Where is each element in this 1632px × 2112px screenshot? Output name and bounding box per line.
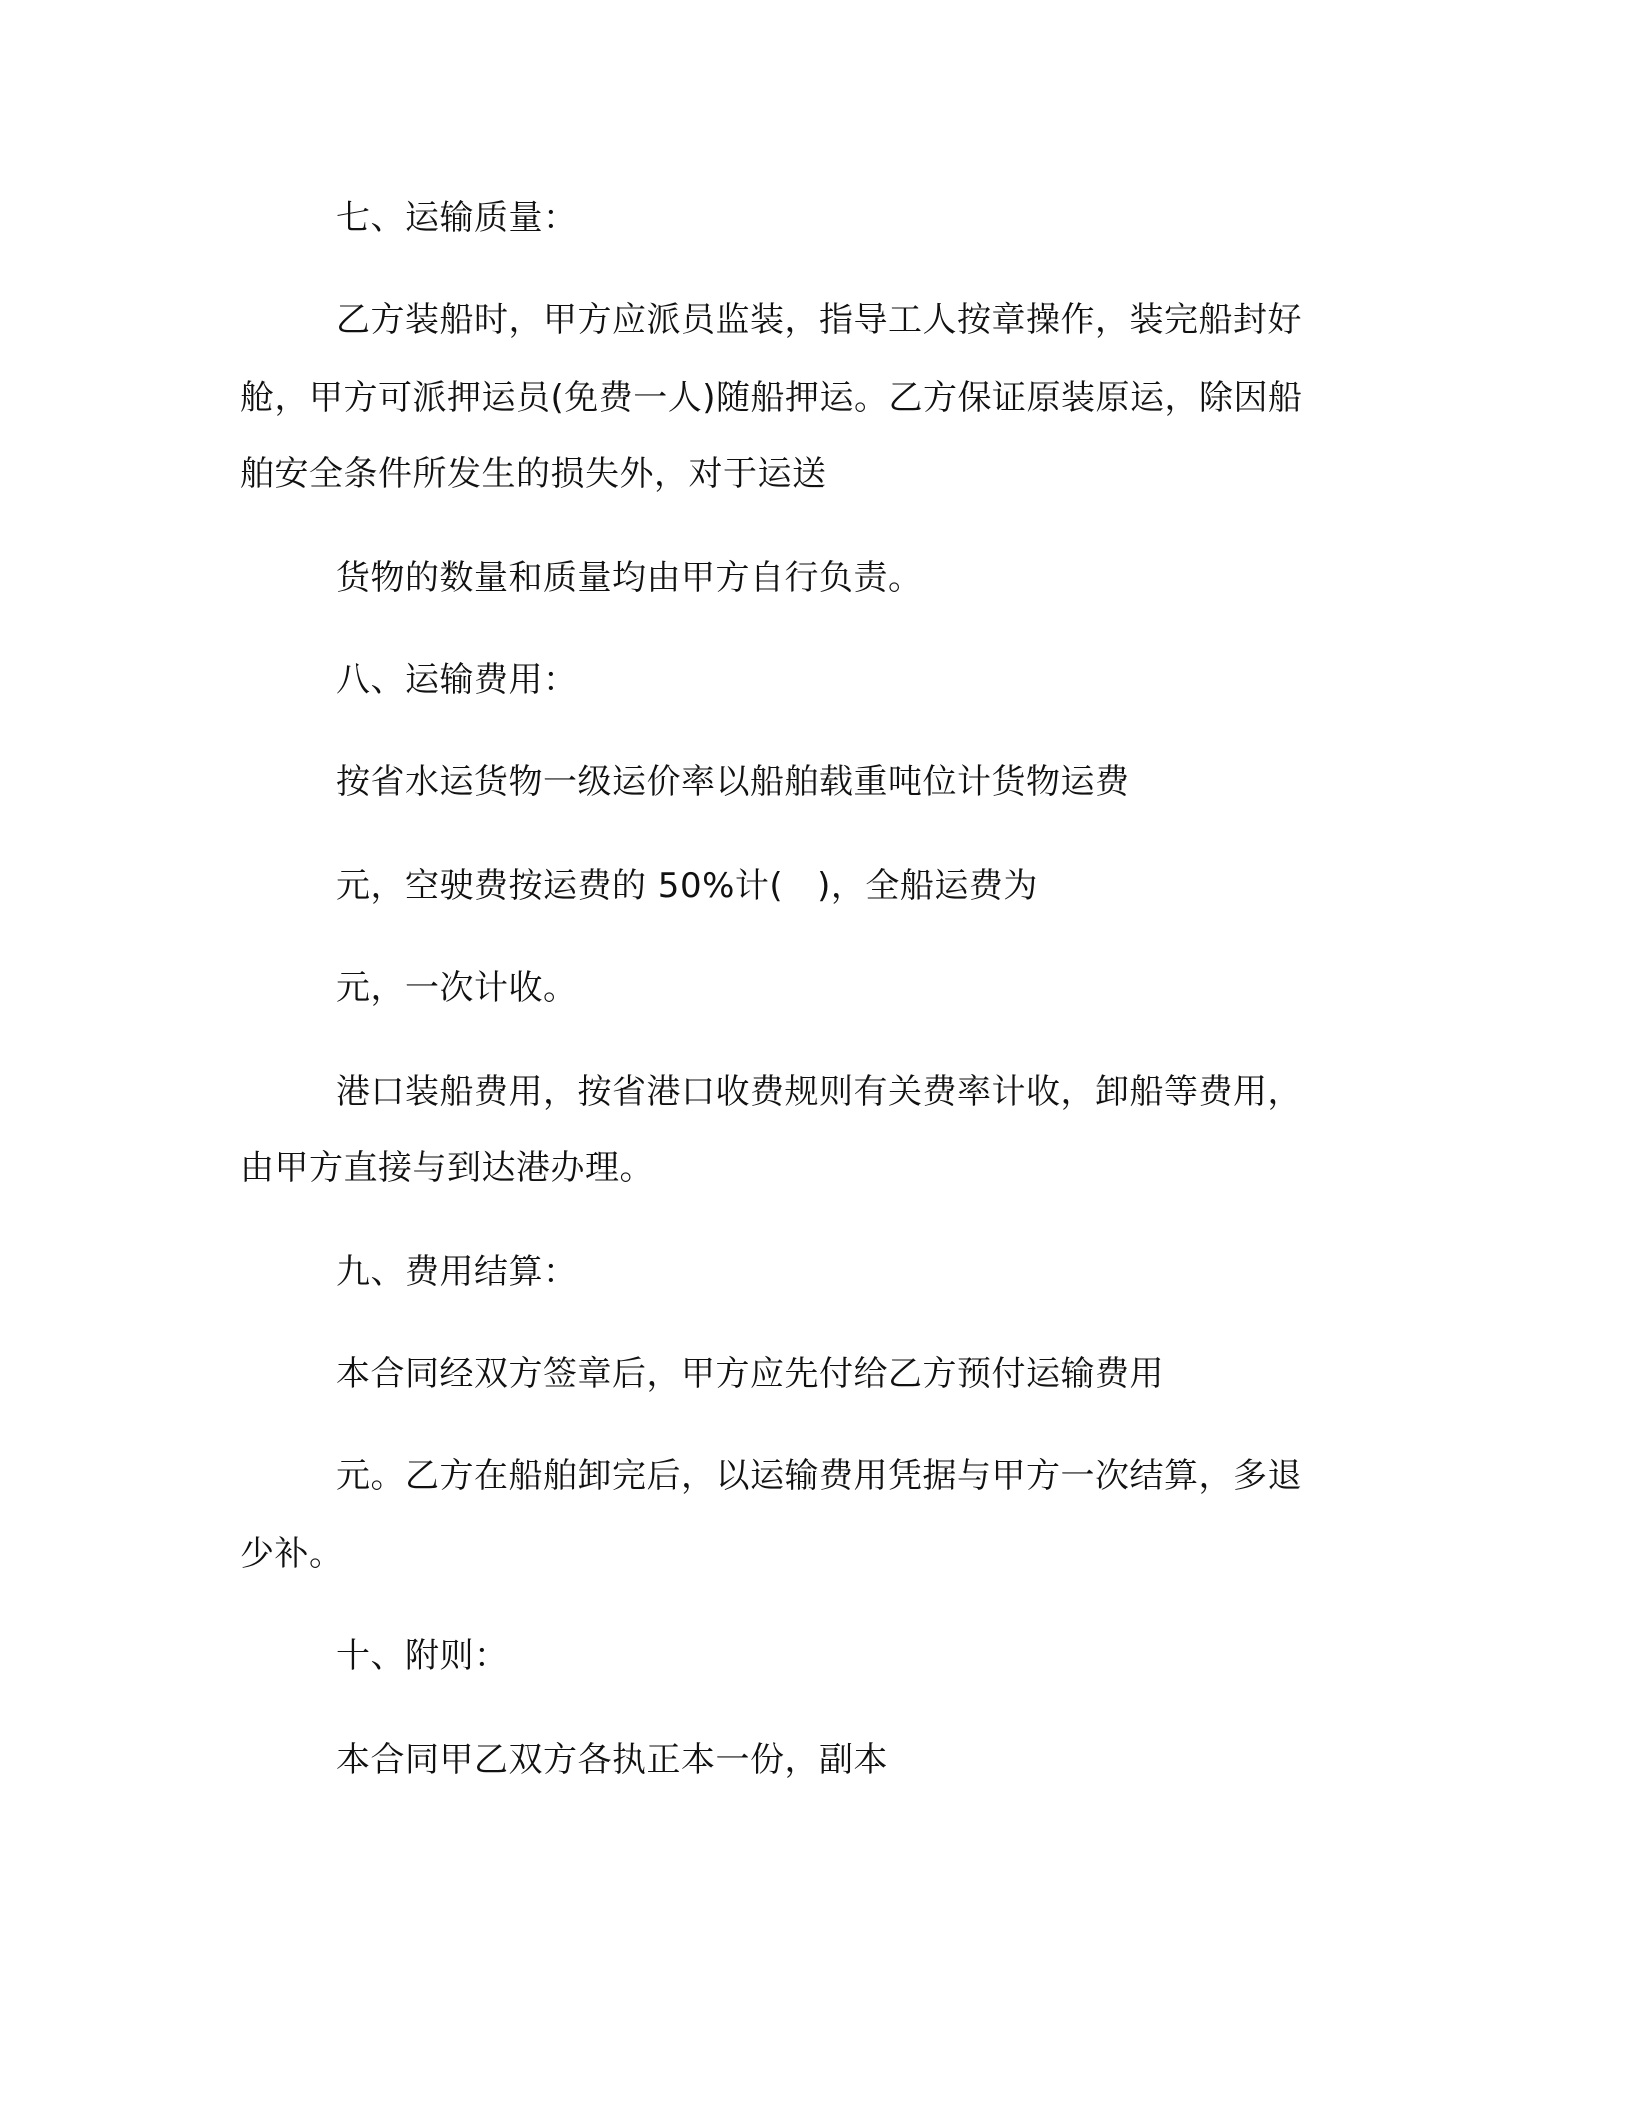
section-7-heading: 七、运输质量： [336, 198, 578, 238]
section-7-paragraph-2: 货物的数量和质量均由甲方自行负责。 [336, 558, 923, 598]
section-8-paragraph-4-line-2: 由甲方直接与到达港办理。 [240, 1148, 654, 1188]
section-10-heading: 十、附则： [336, 1636, 509, 1676]
section-8-paragraph-1: 按省水运货物一级运价率以船舶载重吨位计货物运费 [336, 762, 1130, 802]
section-9-paragraph-1: 本合同经双方签章后，甲方应先付给乙方预付运输费用 [336, 1354, 1164, 1394]
section-7-paragraph-1-line-2: 舱，甲方可派押运员(免费一人)随船押运。乙方保证原装原运，除因船 [240, 378, 1303, 418]
section-7-paragraph-1-line-3: 舶安全条件所发生的损失外，对于运送 [240, 454, 827, 494]
section-8-heading: 八、运输费用： [336, 660, 578, 700]
section-9-heading: 九、费用结算： [336, 1252, 578, 1292]
section-8-paragraph-4-line-1: 港口装船费用，按省港口收费规则有关费率计收，卸船等费用， [336, 1072, 1302, 1112]
section-10-paragraph-1: 本合同甲乙双方各执正本一份，副本 [336, 1740, 888, 1780]
section-9-paragraph-2-line-2: 少补。 [240, 1534, 344, 1574]
section-8-paragraph-3: 元，一次计收。 [336, 968, 578, 1008]
section-9-paragraph-2-line-1: 元。乙方在船舶卸完后，以运输费用凭据与甲方一次结算，多退 [336, 1456, 1302, 1496]
section-7-paragraph-1-line-1: 乙方装船时，甲方应派员监装，指导工人按章操作，装完船封好 [336, 300, 1302, 340]
section-8-paragraph-2: 元，空驶费按运费的 50%计( )，全船运费为 [336, 866, 1038, 906]
